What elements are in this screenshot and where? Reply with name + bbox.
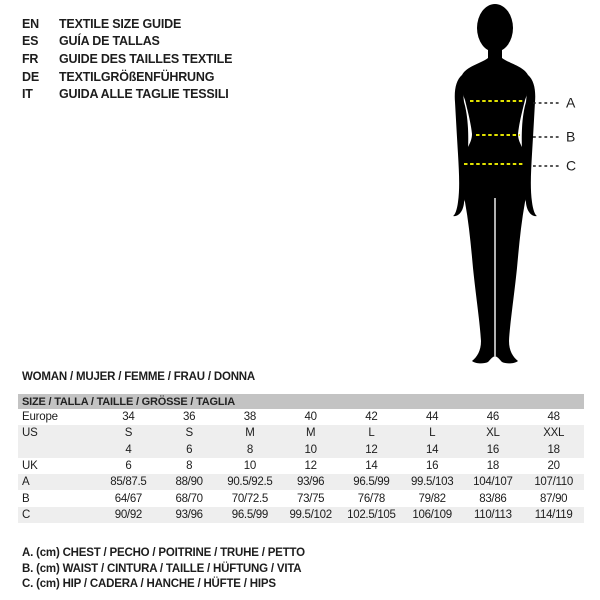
language-code: EN — [22, 16, 39, 31]
size-cell: 14 — [426, 443, 439, 456]
size-cell: L — [368, 427, 375, 440]
size-cell: M — [245, 427, 255, 440]
size-cell: 76/78 — [357, 492, 386, 505]
marker-letter-c: C — [566, 157, 577, 174]
size-cell: 93/96 — [296, 476, 325, 489]
table-row-waist — [18, 490, 584, 506]
size-cell: 38 — [243, 411, 256, 424]
size-table — [18, 394, 584, 523]
size-cell: 42 — [365, 411, 378, 424]
size-cell: 4 — [125, 443, 132, 456]
size-cell: 14 — [365, 460, 378, 473]
size-cell: 102.5/105 — [347, 508, 396, 521]
size-cell: 70/72.5 — [231, 492, 269, 505]
size-cell: 93/96 — [175, 508, 203, 521]
table-row-europe — [18, 409, 584, 425]
size-cell: XL — [486, 427, 500, 440]
table-row-hip — [18, 507, 584, 523]
size-cell: 99.5/102 — [289, 508, 332, 521]
table-row-chest — [18, 474, 584, 490]
woman-silhouette-figure — [420, 0, 600, 375]
marker-letter-b: B — [566, 128, 576, 145]
size-cell: 85/87.5 — [110, 476, 147, 489]
legend-line-chest: A. (cm) CHEST / PECHO / POITRINE / TRUHE / PETTO — [22, 546, 305, 559]
language-title: GUIDE DES TAILLES TEXTILE — [59, 51, 233, 66]
language-list — [22, 15, 232, 103]
marker-letter-a: A — [566, 94, 576, 111]
legend-line-waist: B. (cm) WAIST / CINTURA / TAILLE / HÜFTUNG / VITA — [22, 562, 302, 575]
row-label: UK — [22, 460, 38, 473]
row-label: US — [22, 427, 38, 440]
table-header: SIZE / TALLA / TAILLE / GRÖSSE / TAGLIA — [18, 394, 584, 409]
size-cell: 64/67 — [114, 492, 143, 505]
table-row-us-letter — [18, 425, 584, 441]
size-cell: S — [124, 427, 133, 440]
measurement-legend — [22, 545, 305, 592]
silhouette-icon — [453, 4, 537, 363]
size-cell: 83/86 — [479, 492, 507, 505]
row-label: B — [22, 492, 30, 505]
size-cell: 12 — [365, 443, 378, 456]
language-row — [22, 85, 232, 103]
size-cell: 16 — [426, 460, 439, 473]
size-cell: 8 — [246, 443, 253, 456]
language-row — [22, 15, 232, 33]
size-cell: 12 — [304, 460, 317, 473]
size-cell: 68/70 — [175, 492, 203, 505]
size-cell: 99.5/103 — [410, 476, 454, 489]
legend-line-hip: C. (cm) HIP / CADERA / HANCHE / HÜFTE / HIPS — [22, 578, 276, 591]
size-cell: 20 — [547, 460, 560, 473]
row-label: C — [22, 508, 31, 521]
row-label: Europe — [22, 411, 58, 424]
size-cell: 18 — [547, 443, 560, 456]
size-cell: 18 — [486, 460, 499, 473]
size-cell: 79/82 — [418, 492, 446, 505]
size-cell: 73/75 — [296, 492, 325, 505]
language-title: GUIDA ALLE TAGLIE TESSILI — [59, 87, 229, 102]
language-code: ES — [22, 34, 39, 49]
size-cell: 114/119 — [534, 508, 573, 521]
size-cell: 90/92 — [114, 508, 143, 521]
size-cell: 90.5/92.5 — [227, 476, 273, 489]
language-title: GUÍA DE TALLAS — [59, 34, 160, 49]
language-row — [22, 68, 232, 86]
size-cell: 36 — [183, 411, 196, 424]
language-title: TEXTILGRÖßENFÜHRUNG — [59, 69, 215, 84]
size-cell: 88/90 — [175, 476, 203, 489]
table-row-uk — [18, 458, 584, 474]
language-code: DE — [22, 69, 39, 84]
size-cell: XXL — [543, 427, 565, 440]
size-cell: 40 — [304, 411, 317, 424]
size-cell: 96.5/99 — [353, 476, 390, 489]
size-cell: 8 — [186, 460, 193, 473]
size-cell: 6 — [186, 443, 193, 456]
size-cell: 34 — [122, 411, 135, 424]
size-cell: 110/113 — [473, 508, 512, 521]
language-row — [22, 33, 232, 51]
language-code: FR — [22, 51, 39, 66]
size-cell: 107/110 — [534, 476, 573, 489]
size-cell: M — [305, 427, 316, 440]
language-code: IT — [22, 87, 33, 102]
size-cell: 6 — [125, 460, 132, 473]
size-cell: 10 — [304, 443, 317, 456]
language-title: TEXTILE SIZE GUIDE — [59, 16, 182, 31]
size-cell: 96.5/99 — [231, 508, 269, 521]
gender-title: WOMAN / MUJER / FEMME / FRAU / DONNA — [22, 371, 256, 383]
size-cell: 106/109 — [412, 508, 452, 521]
size-cell: L — [429, 427, 436, 440]
size-cell: 44 — [426, 411, 439, 424]
row-label: A — [22, 476, 30, 489]
size-cell: S — [185, 427, 193, 440]
size-cell: 10 — [243, 460, 256, 473]
table-row-us-numeric — [18, 442, 584, 458]
size-cell: 46 — [486, 411, 499, 424]
size-cell: 87/90 — [539, 492, 568, 505]
size-cell: 48 — [547, 411, 560, 424]
size-cell: 104/107 — [473, 476, 513, 489]
language-row — [22, 50, 232, 68]
size-cell: 16 — [486, 443, 499, 456]
